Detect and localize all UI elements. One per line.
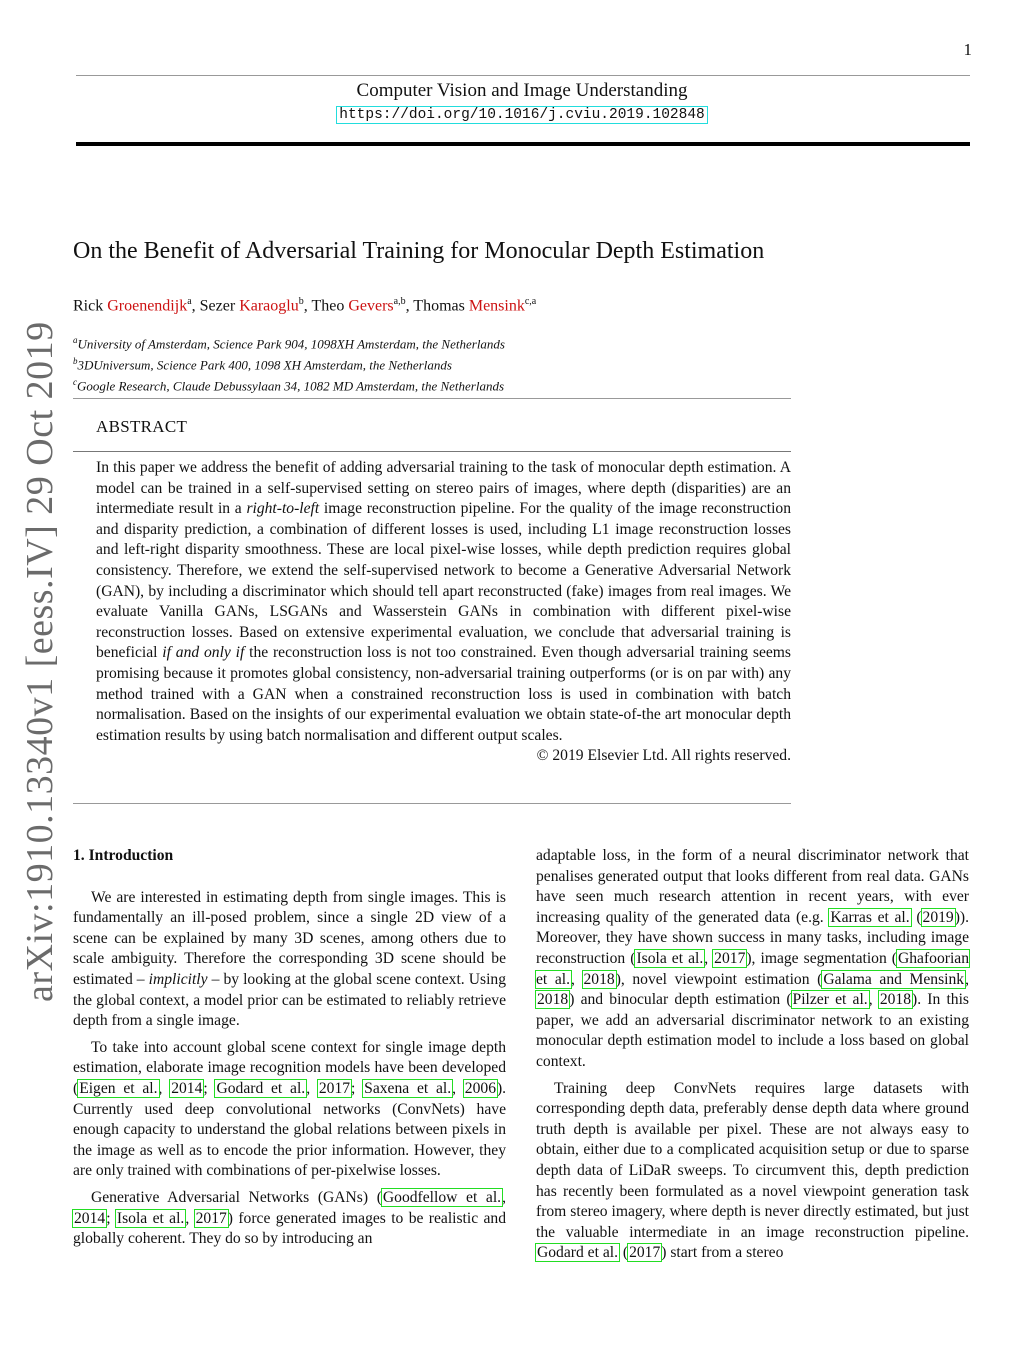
citation-link[interactable]: Pilzer et al. (792, 991, 868, 1009)
citation-link[interactable]: 2018 (537, 991, 569, 1009)
author-first: Thomas (413, 297, 469, 315)
right-column (536, 846, 969, 1270)
author-link[interactable]: Gevers (348, 297, 394, 315)
header-rule (76, 75, 970, 76)
left-column (73, 846, 506, 1256)
header-thick-rule (76, 142, 970, 146)
abstract-bottom-rule (73, 803, 791, 804)
abstract-heading: ABSTRACT (96, 417, 188, 436)
author-sup: c,a (524, 296, 537, 307)
author-sup: a (187, 296, 192, 307)
citation-link[interactable]: 2017 (195, 1209, 227, 1227)
author-list: Rick Groenendijk$^a$, Sezer Karaoglu$^b$, Theo Gevers$^{a,b}$, Thomas Mensink$^{c,a}$ (73, 296, 537, 315)
citation-link[interactable]: Ghafoorian et al. (536, 949, 970, 988)
journal-name: Computer Vision and Image Understanding (356, 80, 688, 101)
citation-link[interactable]: 2006 (464, 1079, 496, 1097)
affiliation: $^c$Google Research, Claude Debussylaan 34, 1082 MD Amsterdam, the Netherlands (73, 376, 505, 393)
author-first: Theo (311, 297, 349, 315)
author-first: Sezer (199, 297, 240, 315)
citation-link[interactable]: Isola et al. (116, 1209, 185, 1227)
section-heading: 1. Introduction (73, 847, 174, 864)
doi-link[interactable]: https://doi.org/10.1016/j.cviu.2019.102848 (339, 107, 705, 123)
author-sup: a,b (393, 296, 406, 307)
affiliation: $^a$University of Amsterdam, Science Park 904, 1098XH Amsterdam, the Netherlands (73, 335, 505, 352)
citation-link[interactable]: 2014 (74, 1209, 106, 1227)
copyright: © 2019 Elsevier Ltd. All rights reserved. (536, 747, 791, 765)
affiliation: $^b$3DUniversum, Science Park 400, 1098 XH Amsterdam, the Netherlands (73, 355, 452, 373)
citation-link[interactable]: Goodfellow et al. (382, 1188, 502, 1206)
affiliations (73, 332, 505, 394)
page-number: 1 (963, 40, 972, 59)
citation-link[interactable]: 2017 (629, 1244, 661, 1262)
paragraph: To take into account global scene context for single image depth estimation, elaborate image recognition models have been developed (Eigen et al., 2014; Godard et al., 2017; Saxena et al., 2006). Currently used deep convolutional networks (ConvNets) have enough capacity to understand the global relations between pixels in the image as well as to encode the prior information. However, they are only trained with combinations of per-pixelwise losses. (73, 1038, 507, 1180)
citation-link[interactable]: Godard et al. (216, 1079, 306, 1097)
citation-link[interactable]: 2017 (318, 1079, 351, 1097)
citation-link[interactable]: 2014 (171, 1079, 203, 1097)
arxiv-stamp: arXiv:1910.13340v1 [eess.IV] 29 Oct 2019 (19, 321, 61, 1002)
author-link[interactable]: Mensink (468, 297, 525, 315)
paragraph: We are interested in estimating depth from single images. This is fundamentally an ill-posed problem, since a single 2D view of a scene can be explained by many 3D scenes, among others due to scale ambiguity. Therefore the corresponding 3D scene should be estimated – implicitly – by looking at the global scene context. Using the global context, a model prior can be estimated to reliably retrieve depth from a single image. (73, 888, 506, 1030)
citation-link[interactable]: 2018 (879, 991, 911, 1009)
abstract-top-rule (73, 398, 791, 399)
citation-link[interactable]: 2017 (714, 949, 746, 967)
author-link[interactable]: Groenendijk (107, 297, 188, 315)
citation-link[interactable]: Galama and Mensink (823, 970, 965, 988)
abstract-heading-rule (73, 451, 791, 452)
abstract-body: In this paper we address the benefit of adding adversarial training to the task of monocular depth estimation. A model can be trained in a self-supervised setting on stereo pairs of images, where depth (disparities) are an intermediate result in a right-to-left image reconstruction pipeline. For the quality of the image reconstruction and disparity prediction, a combination of different losses is used, including L1 image reconstruction losses and left-right disparity smoothness. These are local pixel-wise losses, while depth prediction requires global consistency. Therefore, we extend the self-supervised network to become a Generative Adversarial Network (GAN), by including a discriminator which should tell apart reconstructed (fake) images from real images. We evaluate Vanilla GANs, LSGANs and Wasserstein GANs in combination with different pixel-wise reconstruction losses. Based on extensive experimental evaluation, we conclude that adversarial training is beneficial if and only if the reconstruction loss is not too constrained. Even though adversarial training seems promising because it promotes global consistency, non-adversarial training outperforms (or is on par with) any method trained with a GAN when a constrained reconstruction loss is used in combination with batch normalisation. Based on the insights of our experimental evaluation we obtain state-of-the art monocular depth estimation results by using batch normalisation and different output scales. © 2019 Elsevier Ltd. All rights reserved. (96, 458, 791, 767)
citation-link[interactable]: 2019 (922, 908, 954, 926)
citation-link[interactable]: Saxena et al. (364, 1079, 452, 1097)
citation-link[interactable]: 2018 (583, 970, 615, 988)
citation-link[interactable]: Karras et al. (830, 908, 910, 926)
paragraph: Training deep ConvNets requires large datasets with corresponding depth data, preferably dense depth data where ground truth depth is available per pixel. These are not always easy to obtain, either due to a complicated acquisition setup or due to sparse depth data of LiDaR sweeps. To circumvent this, depth prediction has recently been formulated as a novel viewpoint generation task from stereo imagery, where depth is never directly estimated, but just the valuable intermediate in an image reconstruction pipeline. Godard et al. (2017) start from a stereo (536, 1079, 969, 1262)
citation-link[interactable]: Godard et al. (537, 1244, 618, 1262)
author-first: Rick (73, 297, 108, 315)
citation-link[interactable]: Eigen et al. (79, 1079, 158, 1097)
citation-link[interactable]: Isola et al. (636, 949, 704, 967)
paragraph: adaptable loss, in the form of a neural discriminator network that penalises generated output that looks different from real data. GANs have seen much research attention in recent years, with ever increasing quality of the generated data (e.g. Karras et al. (2019)). Moreover, they have shown success in many tasks, including image reconstruction (Isola et al., 2017), image segmentation (Ghafoorian et al., 2018), novel viewpoint estimation (Galama and Mensink, 2018) and binocular depth estimation (Pilzer et al., 2018). In this paper, we add an adversarial discriminator network to an existing monocular depth estimation model to include a loss based on global context. (536, 847, 970, 1070)
author-link[interactable]: Karaoglu (239, 297, 299, 315)
author-sup: b (298, 296, 304, 307)
doi (0, 105, 1024, 123)
paper-title: On the Benefit of Adversarial Training for Monocular Depth Estimation (73, 238, 765, 264)
paragraph: Generative Adversarial Networks (GANs) (Goodfellow et al., 2014; Isola et al., 2017) force generated images to be realistic and globally coherent. They do so by introducing an (73, 1188, 507, 1248)
